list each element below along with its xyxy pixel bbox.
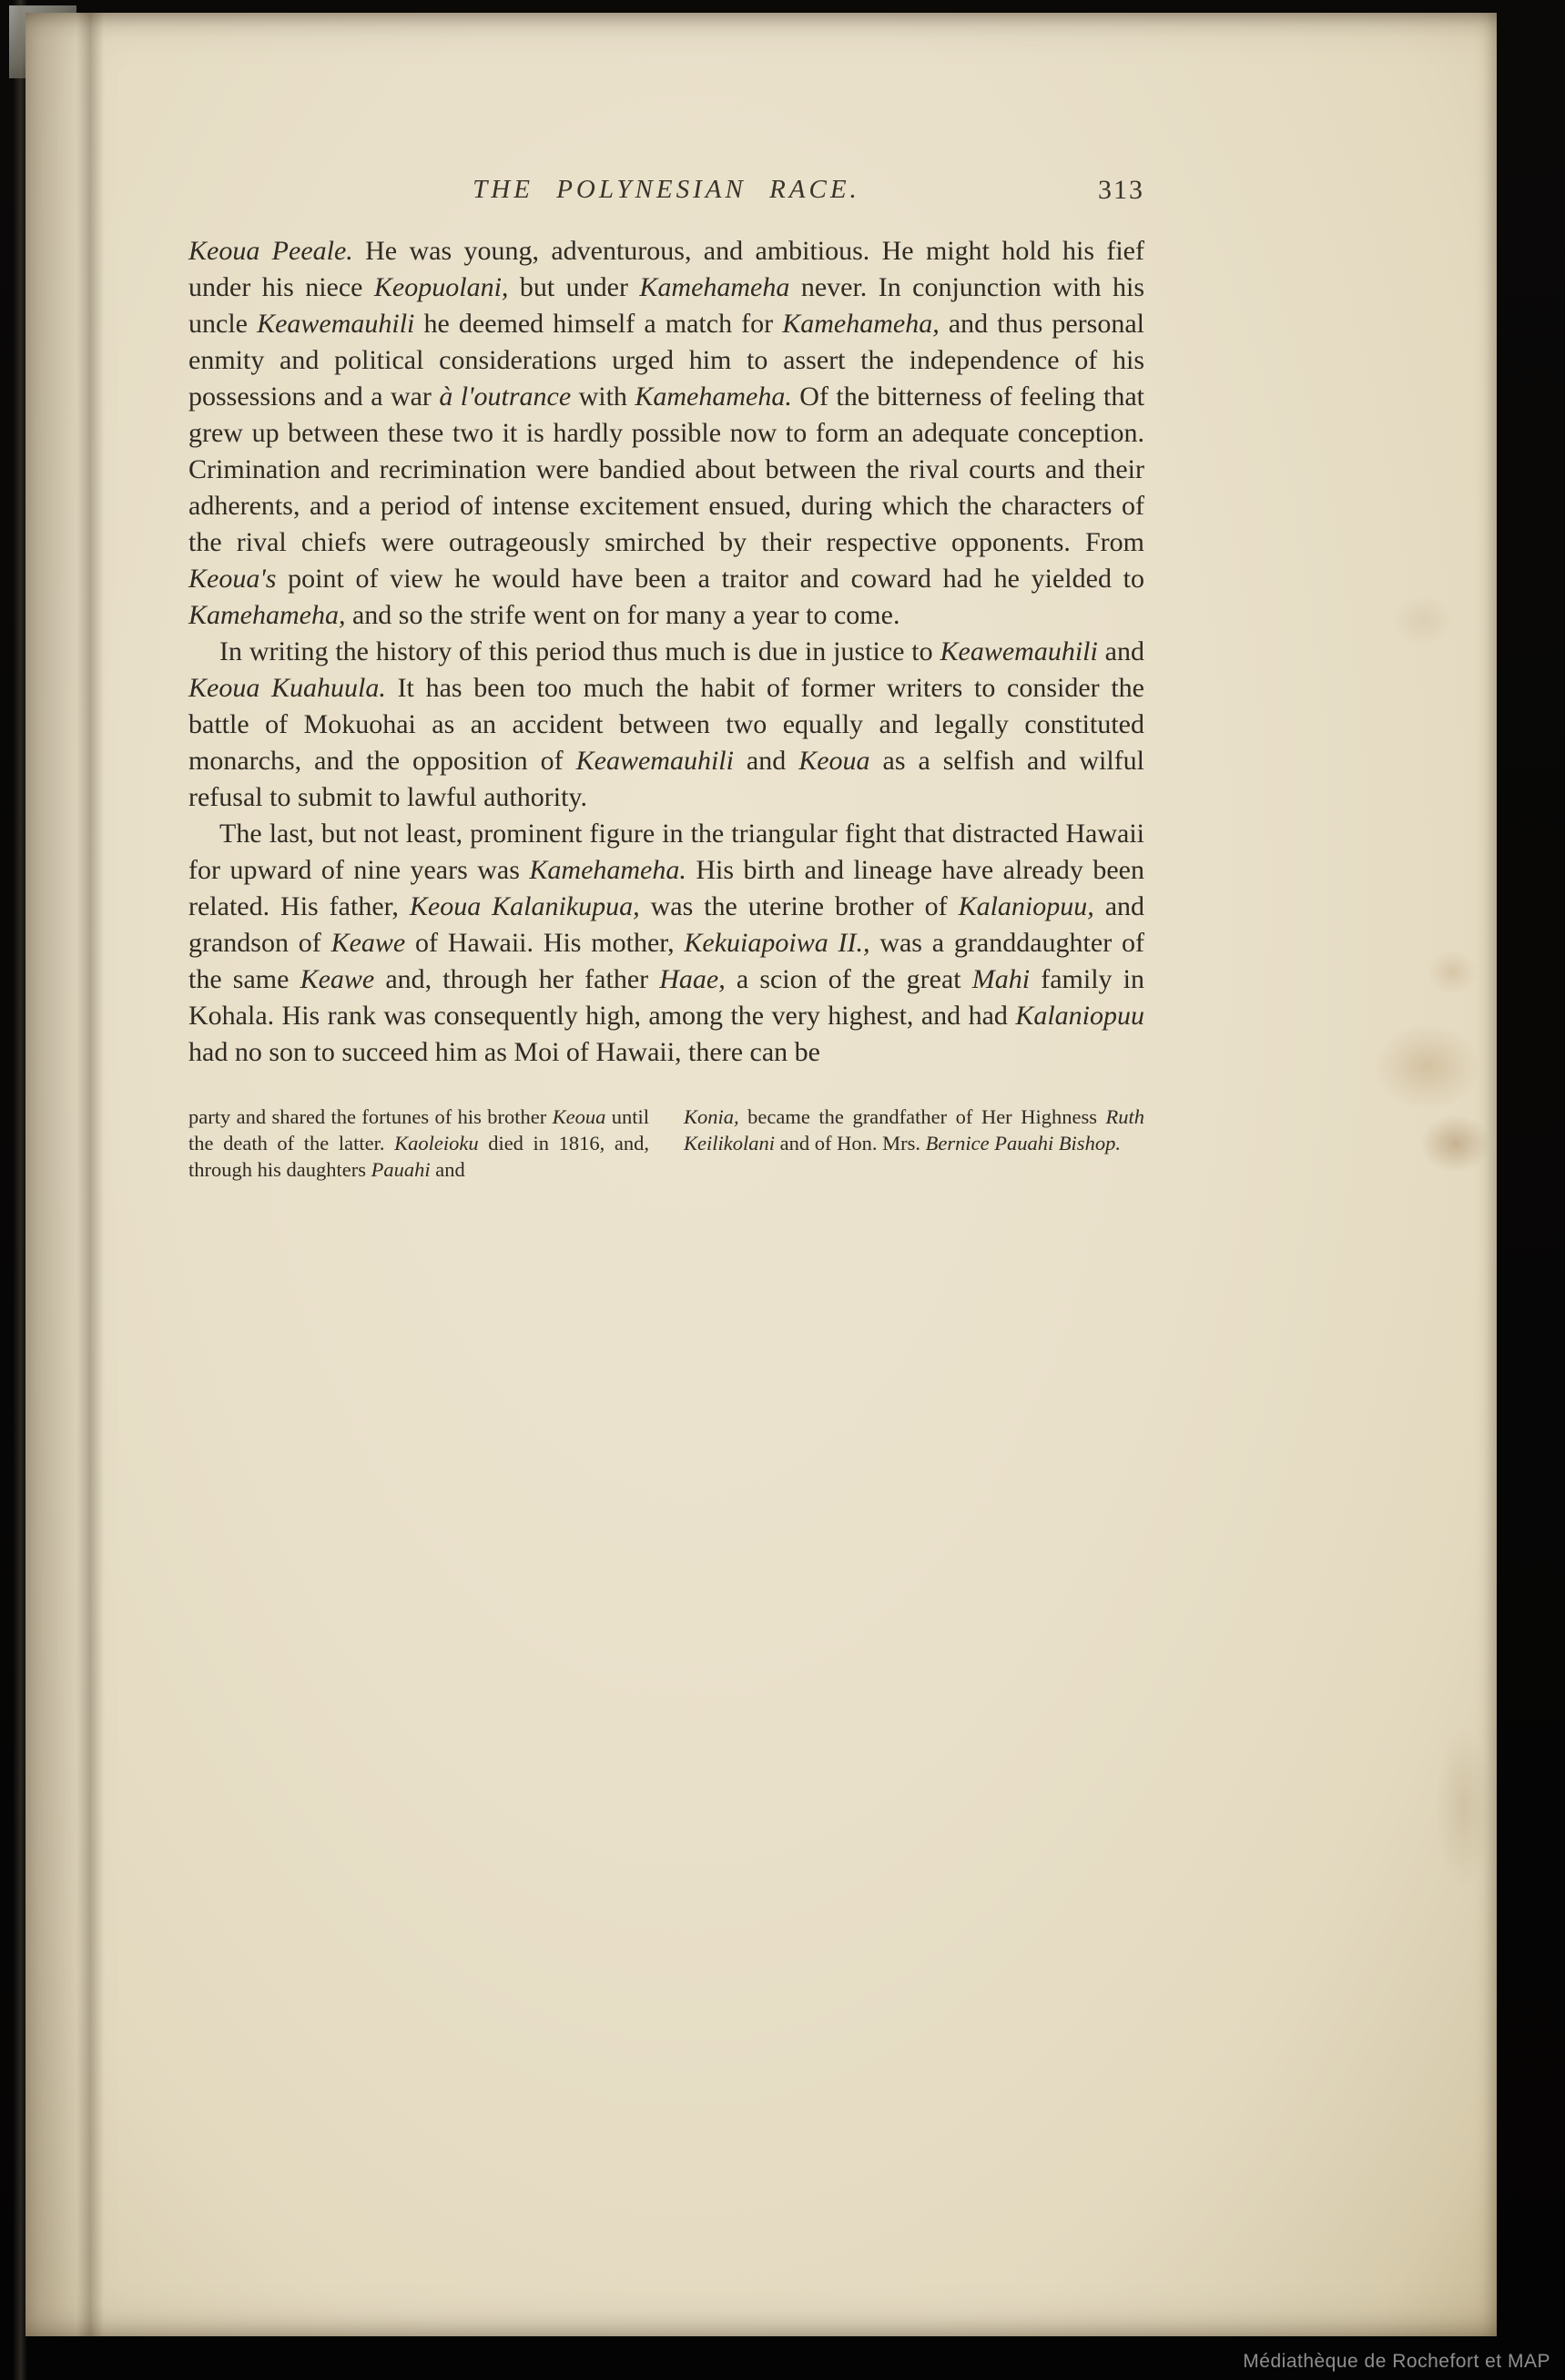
running-header [188,175,1144,233]
page-number: 313 [1098,175,1144,205]
foxing-stain [1428,951,1478,994]
footnotes [188,1104,1144,1183]
page-gutter-crease [76,13,104,2336]
running-title: THE POLYNESIAN RACE. [473,175,860,204]
body-text [188,233,1144,1071]
page-content [188,175,1144,1183]
book-page [25,13,1497,2336]
footnote-column-left: party and shared the fortunes of his brother Keoua until the death of the latter. Kaoleioku died in 1816, and, through his daughters Pauahi and [188,1105,649,1181]
footnote-column-right: Konia, became the grandfather of Her Highness Ruth Keilikolani and of Hon. Mrs. Bernice Pauahi Bishop. [684,1105,1144,1154]
foxing-stain [1391,595,1455,646]
body-paragraph-2: In writing the history of this period thus much is due in justice to Keawemauhili and Keoua Kuahuula. It has been too much the habit of former writers to consider the battle of Mokuohai as an accident between two equally and legally constituted monarchs, and the opposition of Keawemauhili and Keoua as a selfish and wilful refusal to submit to lawful authority. [188,636,1145,812]
body-paragraph-1: Keoua Peeale. He was young, adventurous, and ambitious. He might hold his fief under his niece Keopuolani, but under Kamehameha never. In conjunction with his uncle Keawemauhili he deemed himself a match for Kamehameha, and thus personal enmity and political considerations urged him to assert the independence of his possessions and a war à l'outrance with Kamehameha. Of the bitterness of feeling that grew up between these two it is hardly possible now to form an adequate conception. Crimination and recrimination were bandied about between the rival courts and their adherents, and a period of intense excitement ensued, during which the characters of the rival chiefs were outrageously smirched by their respective opponents. From Keoua's point of view he would have been a traitor and coward had he yielded to Kamehameha, and so the strife went on for many a year to come. [188,236,1145,630]
foxing-stain [1435,1724,1493,1888]
library-watermark: Médiathèque de Rochefort et MAP [1243,2351,1550,2372]
body-paragraph-3: The last, but not least, prominent figure in the triangular fight that distracted Hawaii for upward of nine years was Kamehameha. His birth and lineage have already been related. His father, Keoua Kalanikupua, was the uterine brother of Kalaniopuu, and grandson of Keawe of Hawaii. His mother, Kekuiapoiwa II., was a granddaughter of the same Keawe and, through her father Haae, a scion of the great Mahi family in Kohala. His rank was consequently high, among the very highest, and had Kalaniopuu had no son to succeed him as Moi of Hawaii, there can be [188,819,1145,1067]
foxing-stain [1420,1114,1491,1173]
foxing-stain [1373,1023,1482,1110]
